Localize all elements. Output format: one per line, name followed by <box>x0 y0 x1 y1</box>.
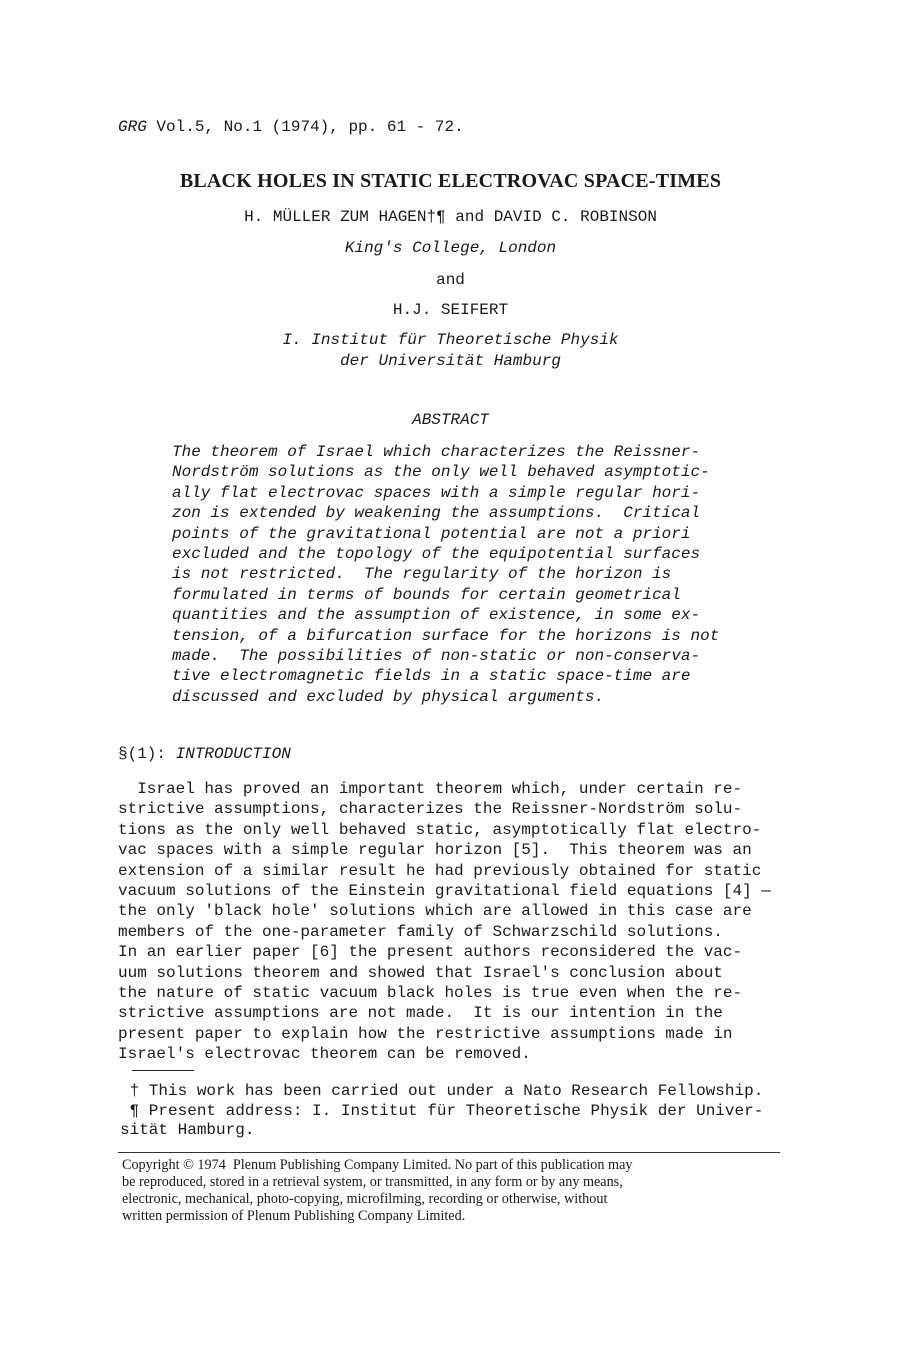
section-heading <box>118 745 291 763</box>
intro-line: strictive assumptions are not made. It is our intention in the <box>118 1004 723 1023</box>
footnote-line: † This work has been carried out under a Nato Research Fellowship. <box>120 1082 764 1100</box>
intro-line: vacuum solutions of the Einstein gravitational field equations [4] — <box>118 881 771 900</box>
copyright-line: written permission of Plenum Publishing Company Limited. <box>122 1208 466 1224</box>
abstract-line: tension, of a bifurcation surface for the horizons is not <box>172 626 720 645</box>
abstract-line: made. The possibilities of non-static or non-conserva- <box>172 646 701 665</box>
intro-line: vac spaces with a simple regular horizon [5]. This theorem was an <box>118 841 752 860</box>
copyright-notice <box>122 1157 784 1225</box>
abstract-line: quantities and the assumption of existence, in some ex- <box>172 606 701 625</box>
intro-line: members of the one-parameter family of Schwarzschild solutions. <box>118 922 723 941</box>
affiliation-1: King's College, London <box>344 239 557 257</box>
abstract-heading: ABSTRACT <box>412 411 489 429</box>
abstract-line: points of the gravitational potential are not a priori <box>172 524 691 543</box>
intro-line: uum solutions theorem and showed that Israel's conclusion about <box>118 963 723 982</box>
paper-title: BLACK HOLES IN STATIC ELECTROVAC SPACE-TIMES <box>179 170 722 192</box>
abstract-body <box>172 442 792 707</box>
abstract-line: Nordström solutions as the only well behaved asymptotic- <box>172 463 710 482</box>
abstract-line: ally flat electrovac spaces with a simple regular hori- <box>172 483 701 502</box>
authors-and: and <box>436 271 465 289</box>
intro-line: extension of a similar result he had previously obtained for static <box>118 861 762 880</box>
footnote-line: sität Hamburg. <box>120 1121 255 1139</box>
intro-line: tions as the only well behaved static, asymptotically flat electro- <box>118 820 762 839</box>
intro-line: present paper to explain how the restrictive assumptions made in <box>118 1024 733 1043</box>
abstract-line: excluded and the topology of the equipotential surfaces <box>172 544 701 563</box>
copyright-rule <box>118 1152 780 1153</box>
section-title: INTRODUCTION <box>175 745 291 763</box>
intro-line: Israel's electrovac theorem can be removed. <box>118 1045 531 1064</box>
footnotes <box>120 1082 763 1141</box>
journal-citation <box>118 118 464 136</box>
footnote-line: ¶ Present address: I. Institut für Theoretische Physik der Univer- <box>120 1101 764 1120</box>
authors-line-2: H.J. SEIFERT <box>392 301 509 319</box>
footnote-rule <box>132 1070 194 1071</box>
intro-line: In an earlier paper [6] the present authors reconsidered the vac- <box>118 943 743 962</box>
copyright-line: Copyright © 1974 Plenum Publishing Company Limited. No part of this publication may <box>122 1157 633 1173</box>
abstract-line: The theorem of Israel which characterizes the Reissner- <box>172 443 701 461</box>
intro-line: strictive assumptions, characterizes the Reissner-Nordström solu- <box>118 800 743 819</box>
journal-abbrev: GRG <box>118 118 147 136</box>
affiliation-2-line-2: der Universität Hamburg <box>340 352 561 370</box>
copyright-line: be reproduced, stored in a retrieval system, or transmitted, in any form or by any means, <box>122 1174 623 1190</box>
intro-line: Israel has proved an important theorem which, under certain re- <box>118 780 743 798</box>
abstract-line: formulated in terms of bounds for certain geometrical <box>172 585 681 604</box>
abstract-line: zon is extended by weakening the assumptions. Critical <box>172 504 701 523</box>
citation-text: Vol.5, No.1 (1974), pp. 61 - 72. <box>146 118 464 136</box>
abstract-line: tive electromagnetic fields in a static space-time are <box>172 667 691 686</box>
copyright-line: electronic, mechanical, photo-copying, microfilming, recording or otherwise, without <box>122 1191 608 1207</box>
intro-line: the only 'black hole' solutions which are allowed in this case are <box>118 902 752 921</box>
section-number: §(1): <box>118 745 176 763</box>
intro-line: the nature of static vacuum black holes is true even when the re- <box>118 983 743 1002</box>
intro-body <box>118 779 771 1064</box>
affiliation-2-line-1: I. Institut für Theoretische Physik <box>282 331 619 349</box>
abstract-line: is not restricted. The regularity of the horizon is <box>172 565 672 584</box>
abstract-line: discussed and excluded by physical arguments. <box>172 687 605 706</box>
authors-line-1: H. MÜLLER ZUM HAGEN†¶ and DAVID C. ROBINSON <box>244 208 657 226</box>
